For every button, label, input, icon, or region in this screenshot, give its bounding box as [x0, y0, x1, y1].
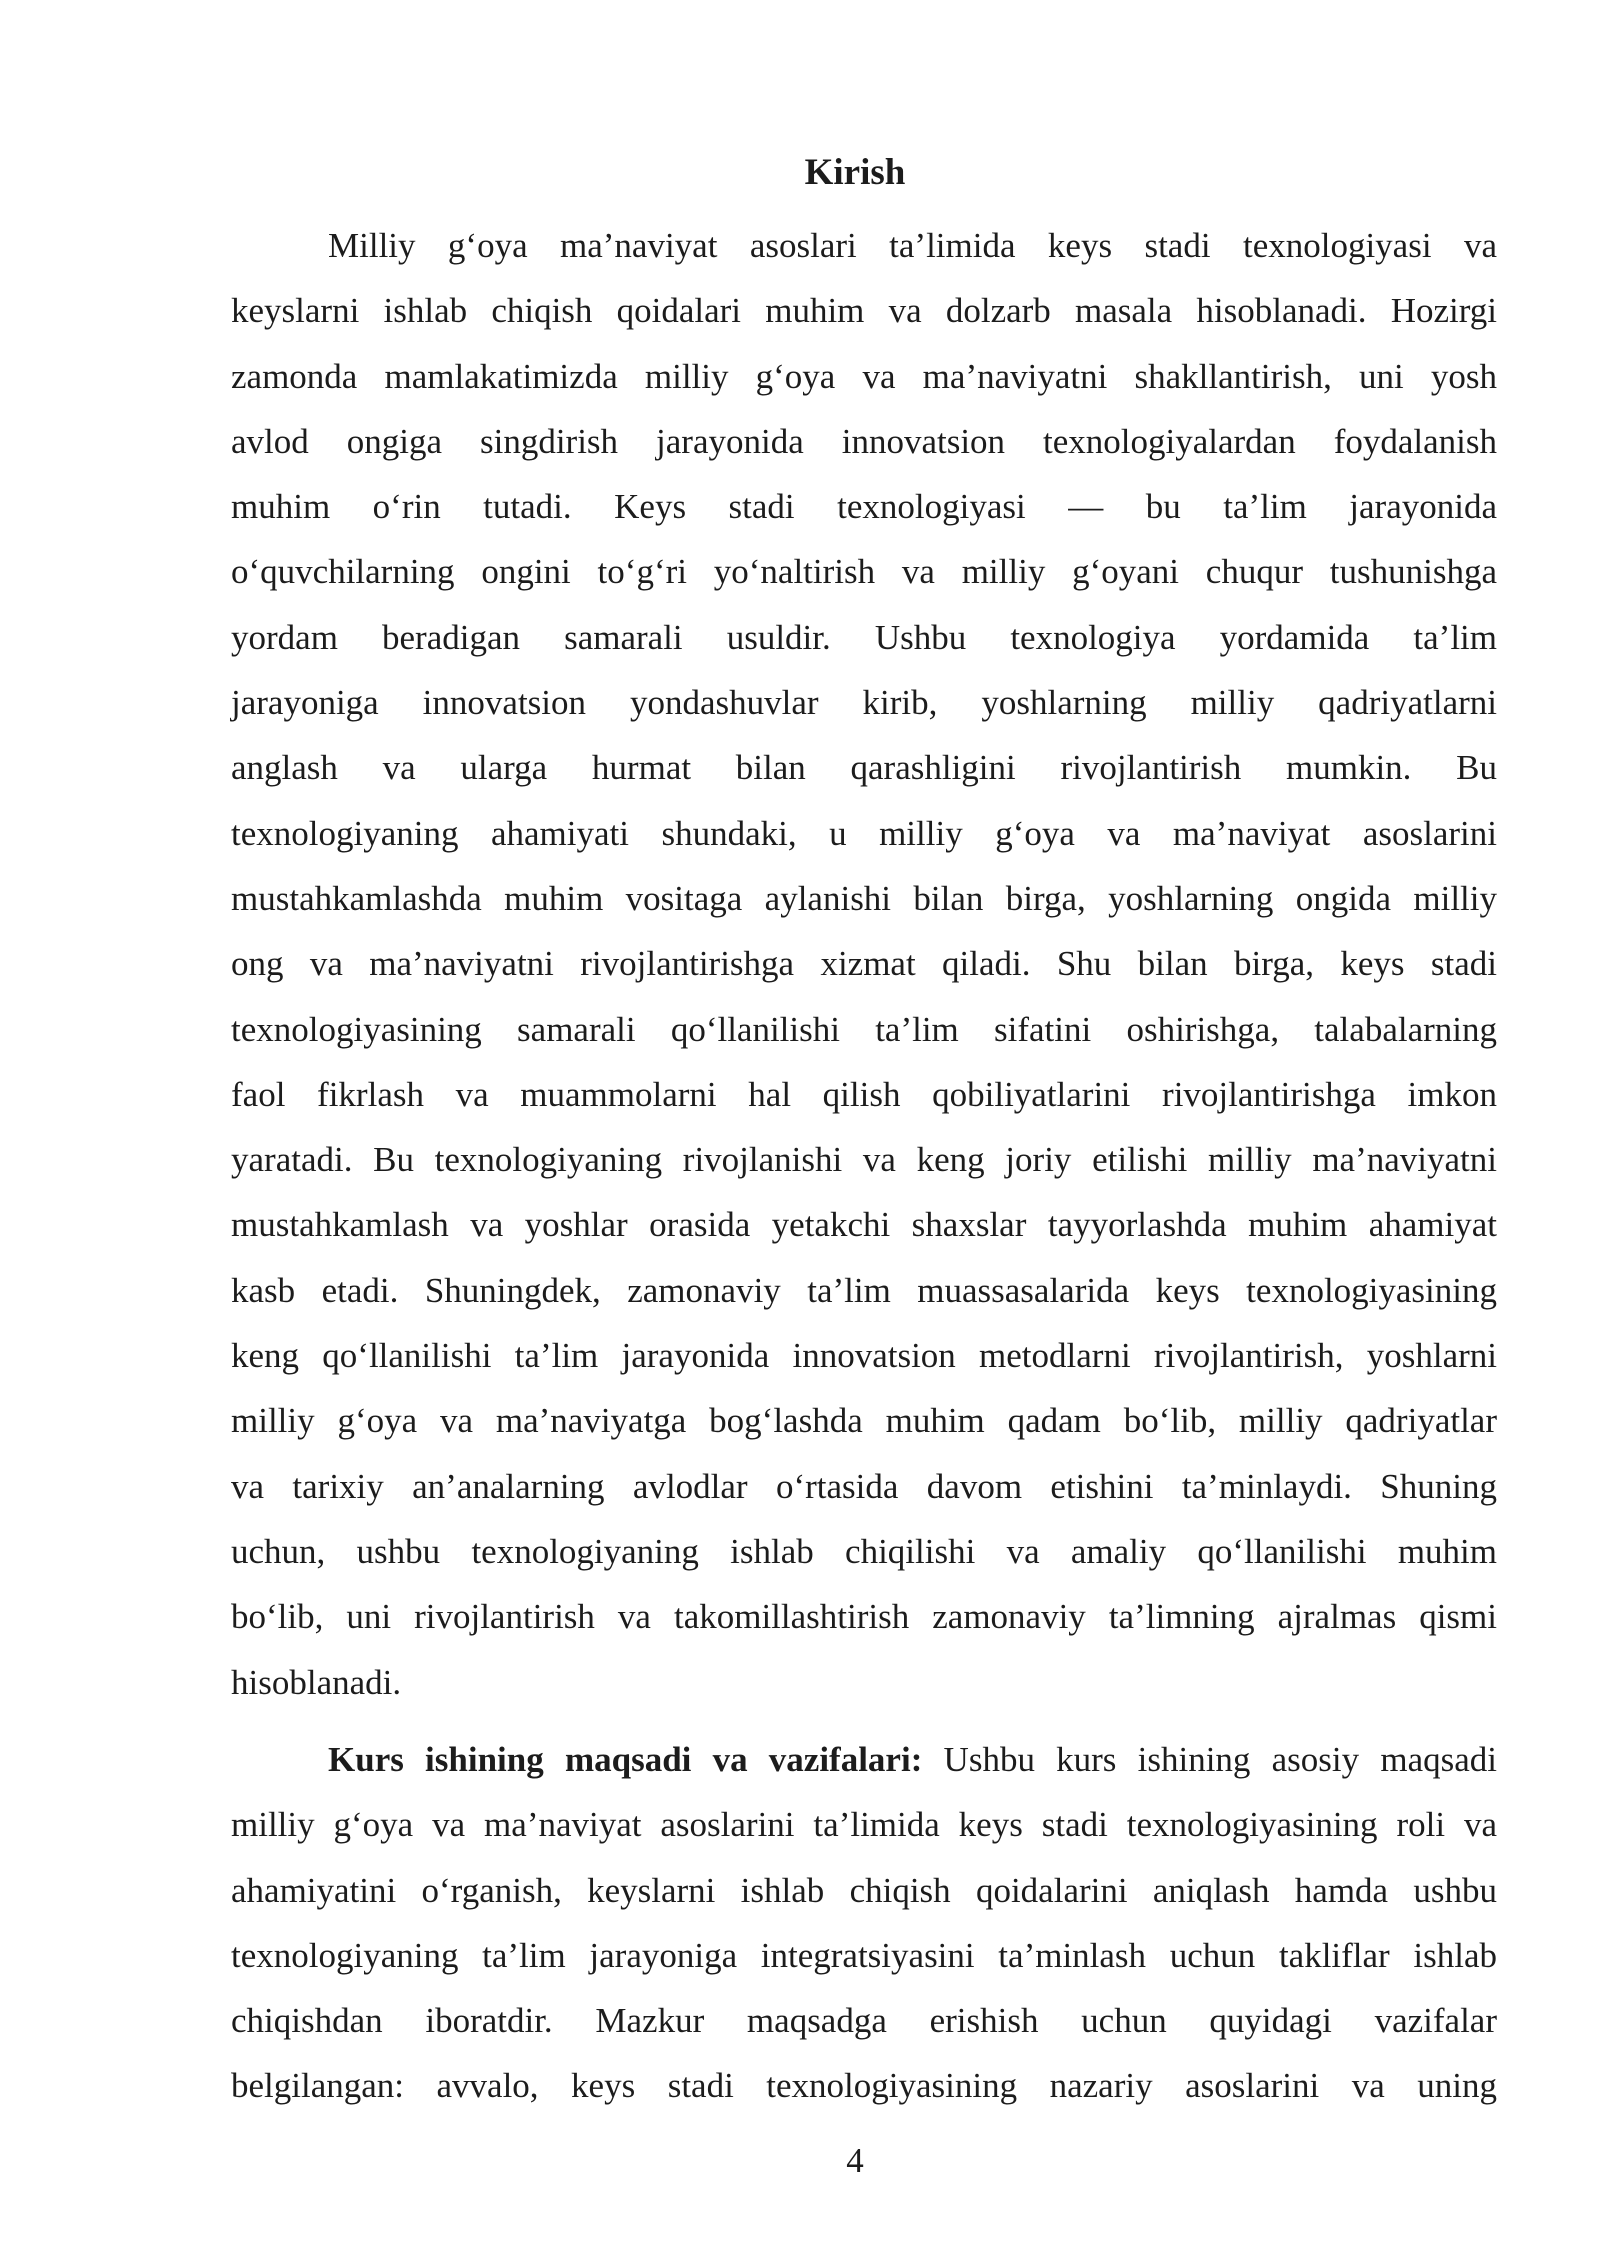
- paragraph-line: jarayoniga innovatsion yondashuvlar kirib, yoshlarning milliy qadriyatlarni: [231, 683, 1497, 723]
- paragraph-line: hisoblanadi.: [231, 1662, 402, 1702]
- paragraph-line: milliy g‘oya va ma’naviyat asoslarini ta’limida keys stadi texnologiyasining roli va: [231, 1805, 1497, 1845]
- paragraph-line: keng qo‘llanilishi ta’lim jarayonida innovatsion metodlarni rivojlantirish, yoshlarni: [231, 1336, 1497, 1376]
- paragraph-line: texnologiyaning ta’lim jarayoniga integratsiyasini ta’minlash uchun takliflar ishlab: [231, 1935, 1497, 1975]
- paragraph-line: kasb etadi. Shuningdek, zamonaviy ta’lim muassasalarida keys texnologiyasining: [231, 1270, 1497, 1310]
- goals-paragraph: [231, 1727, 1497, 2119]
- intro-paragraph: [231, 213, 1497, 1715]
- goals-first-line-text: Ushbu kurs ishining asosiy maqsadi: [922, 1740, 1497, 1779]
- paragraph-line: bo‘lib, uni rivojlantirish va takomillashtirish zamonaviy ta’limning ajralmas qismi: [231, 1597, 1497, 1637]
- paragraph-line: o‘quvchilarning ongini to‘g‘ri yo‘naltirish va milliy g‘oyani chuqur tushunishga: [231, 552, 1497, 592]
- paragraph-line: belgilangan: avvalo, keys stadi texnologiyasining nazariy asoslarini va uning: [231, 2066, 1497, 2106]
- paragraph-line: faol fikrlash va muammolarni hal qilish qobiliyatlarini rivojlantirishga imkon: [231, 1074, 1497, 1114]
- paragraph-line: texnologiyasining samarali qo‘llanilishi ta’lim sifatini oshirishga, talabalarning: [231, 1009, 1497, 1049]
- paragraph-line: va tarixiy an’analarning avlodlar o‘rtasida davom etishini ta’minlaydi. Shuning: [231, 1466, 1497, 1506]
- paragraph-line: chiqishdan iboratdir. Mazkur maqsadga erishish uchun quyidagi vazifalar: [231, 2001, 1497, 2041]
- paragraph-line: keyslarni ishlab chiqish qoidalari muhim va dolzarb masala hisoblanadi. Hozirgi: [231, 291, 1497, 331]
- paragraph-line: texnologiyaning ahamiyati shundaki, u milliy g‘oya va ma’naviyat asoslarini: [231, 813, 1497, 853]
- paragraph-line: avlod ongiga singdirish jarayonida innovatsion texnologiyalardan foydalanish: [231, 421, 1497, 461]
- paragraph-line: yaratadi. Bu texnologiyaning rivojlanishi va keng joriy etilishi milliy ma’naviyatni: [231, 1140, 1497, 1180]
- paragraph-line: milliy g‘oya va ma’naviyatga bog‘lashda muhim qadam bo‘lib, milliy qadriyatlar: [231, 1401, 1497, 1441]
- paragraph-line: yordam beradigan samarali usuldir. Ushbu texnologiya yordamida ta’lim: [231, 617, 1497, 657]
- paragraph-line: ahamiyatini o‘rganish, keyslarni ishlab chiqish qoidalarini aniqlash hamda ushbu: [231, 1870, 1497, 1910]
- paragraph-line: mustahkamlashda muhim vositaga aylanishi bilan birga, yoshlarning ongida milliy: [231, 878, 1497, 918]
- paragraph-line: muhim o‘rin tutadi. Keys stadi texnologiyasi — bu ta’lim jarayonida: [231, 487, 1497, 527]
- paragraph-line: Milliy g‘oya ma’naviyat asoslari ta’limida keys stadi texnologiyasi va: [328, 226, 1497, 265]
- page-number: 4: [846, 2141, 864, 2180]
- section-title: Kirish: [804, 152, 906, 193]
- paragraph-line: ong va ma’naviyatni rivojlantirishga xizmat qiladi. Shu bilan birga, keys stadi: [231, 944, 1497, 984]
- goals-heading: Kurs ishining maqsadi va vazifalari:: [328, 1740, 923, 1779]
- paragraph-line: mustahkamlash va yoshlar orasida yetakchi shaxslar tayyorlashda muhim ahamiyat: [231, 1205, 1497, 1245]
- paragraph-line: zamonda mamlakatimizda milliy g‘oya va ma’naviyatni shakllantirish, uni yosh: [231, 356, 1497, 396]
- paragraph-line: [231, 1727, 1497, 1792]
- paragraph-line: uchun, ushbu texnologiyaning ishlab chiqilishi va amaliy qo‘llanilishi muhim: [231, 1531, 1497, 1571]
- paragraph-line: anglash va ularga hurmat bilan qarashligini rivojlantirish mumkin. Bu: [231, 748, 1497, 788]
